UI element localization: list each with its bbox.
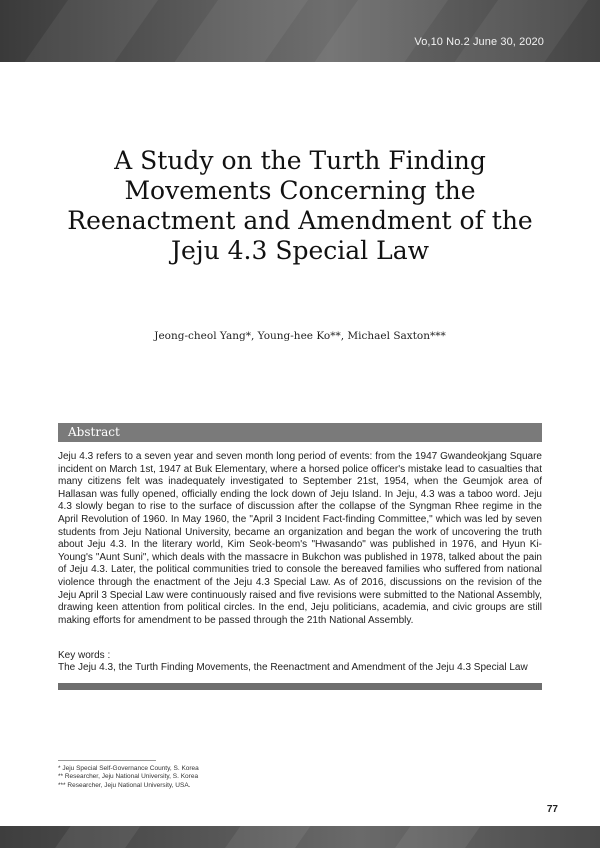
section-divider: [58, 683, 542, 690]
issue-info: Vo,10 No.2 June 30, 2020: [414, 36, 544, 48]
header-decoration: [0, 0, 172, 62]
title-line: Jeju 4.3 Special Law: [171, 236, 429, 265]
footer-decoration: [212, 826, 317, 848]
footnote: *** Researcher, Jeju National University, USA.: [58, 781, 191, 789]
abstract-heading: Abstract: [68, 425, 120, 439]
title-line: Movements Concerning the: [124, 176, 476, 205]
header-decoration: [288, 0, 462, 62]
article-title: [60, 146, 540, 266]
keywords-text: The Jeju 4.3, the Turth Finding Movements, the Reenactment and Amendment of the Jeju 4.3 Special Law: [58, 662, 528, 673]
footer-decoration: [382, 826, 487, 848]
footnotes: [58, 765, 199, 790]
header-band: [0, 0, 600, 62]
footnote: * Jeju Special Self-Governance County, S. Korea: [58, 765, 199, 772]
abstract-body: Jeju 4.3 refers to a seven year and seven month long period of events: from the 1947 Gwandeokjang Square incident on March 1st, 1947 at Buk Elementary, where a horsed police officer's mistake lead to casualties that many citizens felt was inadequately investigated to September 21st, 1954, when the Geumjok area of Hallasan was fully opened, officially ending the lock down of Jeju Island. In Jeju, 4.3 was a taboo word. Jeju 4.3 slowly began to rise to the surface of discussion after the collapse of the Syngman Rhee regime in the April Revolution of 1960. In May 1960, the "April 3 Incident Fact-finding Committee," which was led by seven students from Jeju National University, became an organization and began the work of uncovering the truth about Jeju 4.3. In the literary world, Kim Seok-beom's "Hwasando" was published in 1976, and Hyun Ki-Young's "Aunt Suni", which deals with the massacre in Bukchon was published in 1978, talked about the pain of Jeju 4.3. Later, the political communities tried to console the bereaved families who suffered from national violence through the enactment of the Jeju 4.3 Special Law. As of 2016, discussions on the revision of the Jeju April 3 Special Law were continuously raised and five revisions were submitted to the National Assembly, drawing keen attention from political circles. In the end, Jeju politicians, academia, and civic groups are still making efforts for amendment to be passed through the 21th National Assembly.: [58, 451, 542, 626]
footer-band: [0, 826, 600, 848]
title-line: A Study on the Turth Finding: [114, 146, 486, 175]
footnote-rule: [58, 760, 156, 761]
abstract-heading-bar: [58, 423, 542, 442]
footer-decoration: [42, 826, 147, 848]
header-decoration: [148, 0, 322, 62]
page-number: 77: [546, 804, 558, 815]
keywords-heading: Key words :: [58, 650, 111, 661]
header-decoration: [428, 0, 600, 62]
footnote: ** Researcher, Jeju National University, S. Korea: [58, 773, 199, 781]
author-list: Jeong-cheol Yang*, Young-hee Ko**, Michael Saxton***: [154, 330, 446, 342]
title-line: Reenactment and Amendment of the: [67, 206, 533, 235]
